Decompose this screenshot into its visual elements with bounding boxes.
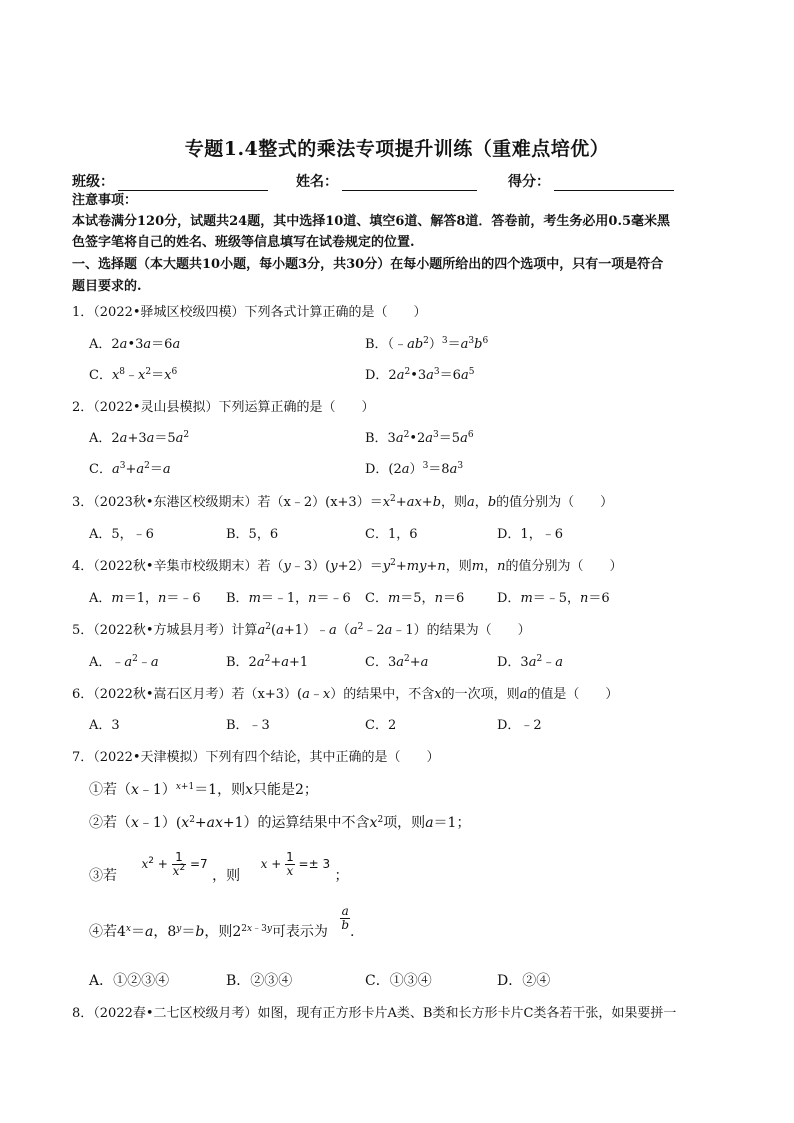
section-heading-line-2: 题目要求的.: [72, 279, 142, 294]
q3-option-d[interactable]: D．1，﹣6: [497, 527, 563, 542]
score-blank[interactable]: [554, 176, 674, 191]
q1-option-d[interactable]: D．$2a^2•3a^3=6a^5$: [365, 367, 475, 383]
q3-option-b[interactable]: B．5，6: [226, 527, 279, 542]
question-2-stem: 2．（2022•灵山县模拟）下列运算正确的是（ ）: [72, 400, 375, 415]
q4-option-d[interactable]: D．m＝﹣5，n＝6: [497, 591, 610, 606]
student-info-row: [72, 171, 722, 191]
score-label: 得分：: [508, 174, 550, 190]
section-heading-line-1: 一、选择题（本大题共10小题，每小题3分，共30分）在每小题所给出的四个选项中，只有一项是符合: [72, 257, 664, 272]
notice-line-2: 色签字笔将自己的姓名、班级等信息填写在试卷规定的位置.: [72, 235, 415, 250]
q4-option-c[interactable]: C．m＝5，n＝6: [365, 591, 465, 606]
q1-option-a[interactable]: A．2a•3a＝6a: [89, 337, 181, 352]
q5-option-d[interactable]: D．$3a^2﹣a$: [497, 654, 563, 670]
q2-option-d[interactable]: D．$(2a)^3=8a^3$: [365, 461, 464, 477]
q7-option-d[interactable]: D．②④: [497, 973, 551, 989]
q7-statement-4: ④若$4^x=a$，$8^y=b$，则$2^{2x﹣3y}$可表示为 $\frac{a}{b}$ .: [89, 903, 355, 940]
q6-option-b[interactable]: B．﹣3: [226, 718, 270, 733]
q7-statement-3: ③若 $x^2$ + $\frac{1}{x^2}$ =7 ，则 x + $\frac{1}{x}$ =± 3 ；: [89, 850, 349, 884]
q7-statement-2: ②若$(x﹣1)(x^2+ax+1)$的运算结果中不含$x^2$项，则a＝1；: [89, 815, 471, 831]
q7-statement-1: ①若（x﹣1）$^{x+1}$＝1，则x只能是2；: [89, 782, 318, 798]
question-4-stem: 4．（2022秋•辛集市校级期末）若$(y﹣3)(y+2)=y^2+my+n$，则m，n的值分别为（ ）: [72, 558, 623, 574]
q3-option-c[interactable]: C．1，6: [365, 527, 418, 542]
question-8-stem: 8．（2022春•二七区校级月考）如图，现有正方形卡片A类、B类和长方形卡片C类各若干张，如果要拼一: [72, 1006, 677, 1021]
q2-option-c[interactable]: C．$a^3+a^2=a$: [89, 461, 171, 477]
q4-option-a[interactable]: A．m＝1，n＝﹣6: [89, 591, 201, 606]
question-7-stem: 7．（2022•天津模拟）下列有四个结论，其中正确的是（ ）: [72, 750, 440, 765]
class-label: 班级：: [72, 174, 114, 190]
q1-option-b[interactable]: B．$(﹣ab^2)^3=a^3b^6$: [365, 336, 489, 352]
q7-option-a[interactable]: A．①②③④: [89, 973, 170, 989]
q5-option-c[interactable]: C．$3a^2+a$: [365, 654, 429, 670]
q7-option-b[interactable]: B．②③④: [226, 973, 293, 989]
name-blank[interactable]: [342, 176, 477, 191]
page-title: 专题1.4整式的乘法专项提升训练（重难点培优）: [184, 138, 610, 160]
q5-option-b[interactable]: B．$2a^2+a+1$: [226, 654, 309, 670]
q6-option-c[interactable]: C．2: [365, 718, 397, 733]
name-label: 姓名：: [296, 174, 338, 190]
notice-heading: 注意事项：: [72, 193, 138, 208]
question-6-stem: 6．（2022秋•嵩石区月考）若（x+3）(a﹣x）的结果中，不含x的一次项，则a的值是（ ）: [72, 687, 619, 702]
question-1-stem: 1．（2022•驿城区校级四模）下列各式计算正确的是（ ）: [72, 305, 427, 320]
notice-line-1: 本试卷满分120分，试题共24题，其中选择10道、填空6道、解答8道．答卷前，考生务必用0.5毫米黑: [72, 214, 671, 229]
q2-option-a[interactable]: A．$2a+3a=5a^2$: [89, 430, 190, 446]
q3-option-a[interactable]: A．5，﹣6: [89, 527, 154, 542]
q2-option-b[interactable]: B．$3a^2•2a^3=5a^6$: [365, 430, 474, 446]
question-3-stem: 3．（2023秋•东港区校级期末）若$(x﹣2)(x+3)=x^2+ax+b$，则a，b的值分别为（ ）: [72, 494, 614, 510]
q7-option-c[interactable]: C．①③④: [365, 973, 432, 989]
q5-option-a[interactable]: A．$﹣a^2﹣a$: [89, 654, 159, 670]
question-5-stem: 5．（2022秋•方城县月考）计算$a^2(a+1)﹣a(a^2﹣2a﹣1)$的结果为（ ）: [72, 622, 531, 638]
score-field[interactable]: [508, 171, 674, 191]
q1-option-c[interactable]: C．$x^8﹣x^2=x^6$: [89, 367, 178, 383]
name-field[interactable]: [296, 171, 477, 191]
q4-option-b[interactable]: B．m＝﹣1，n＝﹣6: [226, 591, 351, 606]
class-blank[interactable]: [118, 176, 268, 191]
q6-option-a[interactable]: A．3: [89, 718, 120, 733]
class-field[interactable]: [72, 171, 268, 191]
q6-option-d[interactable]: D．﹣2: [497, 718, 542, 733]
